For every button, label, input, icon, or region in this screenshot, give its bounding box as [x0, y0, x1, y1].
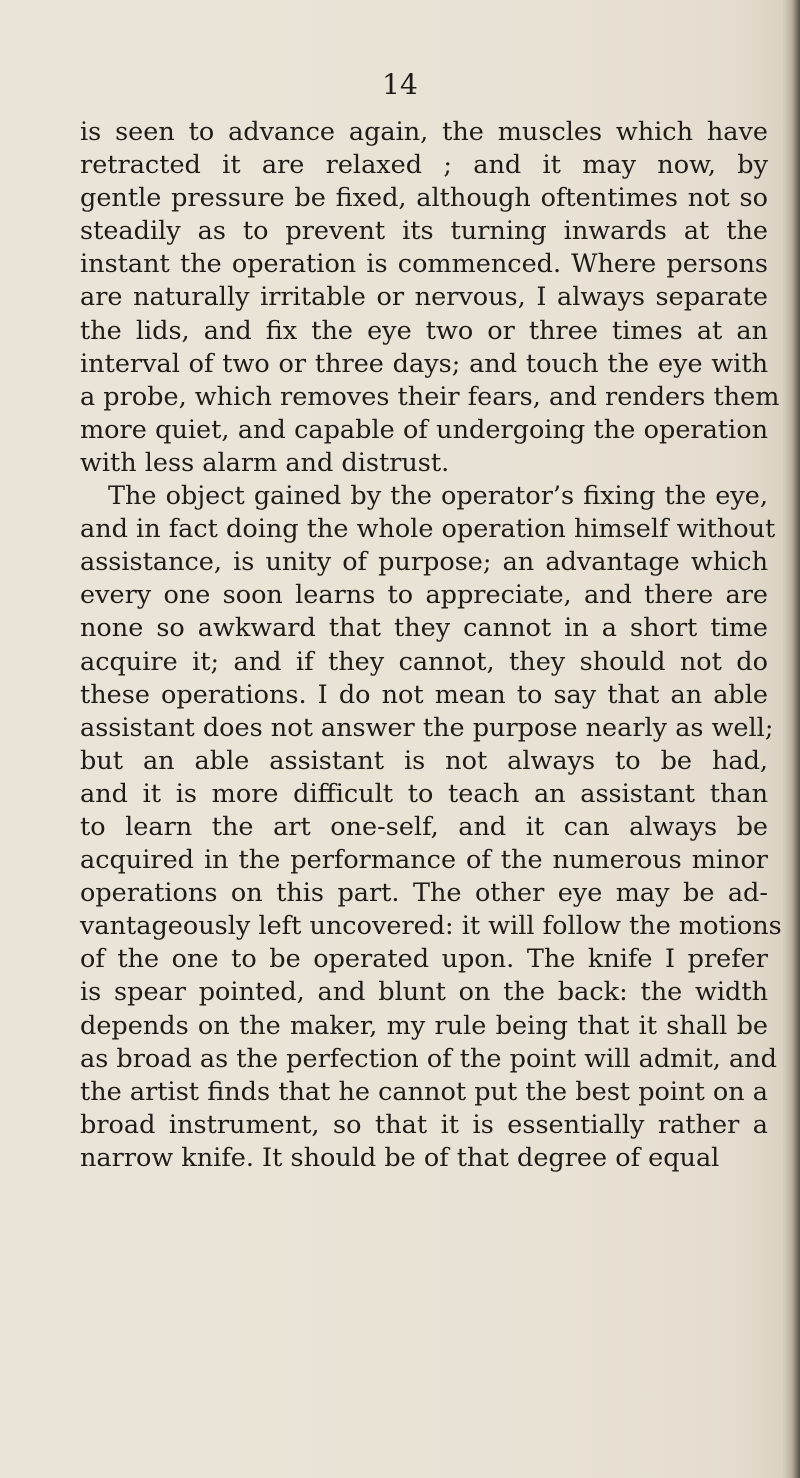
text-line: acquire it; and if they cannot, they should not do: [80, 646, 768, 677]
page-number: 14: [382, 68, 418, 101]
text-line: acquired in the performance of the numerous minor: [80, 845, 768, 876]
text-line: none so awkward that they cannot in a short time: [80, 613, 768, 644]
paragraph-start-line: The object gained by the operator’s fixing the eye,: [108, 481, 768, 512]
page-edge-shadow: [782, 0, 800, 1478]
text-line: steadily as to prevent its turning inwards at the: [80, 216, 768, 247]
text-line: to learn the art one-self, and it can always be: [80, 811, 768, 842]
text-line: these operations. I do not mean to say that an able: [80, 679, 768, 710]
text-line: with less alarm and distrust.: [80, 447, 450, 478]
text-line: assistance, is unity of purpose; an advantage which: [80, 547, 768, 578]
text-line: is seen to advance again, the muscles which have: [80, 117, 768, 147]
text-line: and it is more difficult to teach an assistant than: [80, 778, 768, 809]
text-line: is spear pointed, and blunt on the back: the width: [80, 977, 768, 1008]
text-line: gentle pressure be fixed, although oftentimes not so: [80, 183, 768, 214]
text-line: assistant does not answer the purpose nearly as well;: [80, 712, 774, 743]
text-line: a probe, which removes their fears, and renders them: [80, 381, 780, 412]
text-line: interval of two or three days; and touch the eye with: [80, 348, 768, 379]
text-line: are naturally irritable or nervous, I always separate: [80, 282, 768, 313]
text-line: broad instrument, so that it is essentially rather a: [80, 1109, 768, 1140]
text-line: but an able assistant is not always to be had,: [80, 745, 768, 776]
text-line: narrow knife. It should be of that degree of equal: [80, 1142, 720, 1173]
text-line: instant the operation is commenced. Where persons: [80, 249, 768, 280]
text-line: the lids, and fix the eye two or three times at an: [80, 315, 768, 346]
text-line: depends on the maker, my rule being that it shall be: [80, 1010, 768, 1041]
text-line: and in fact doing the whole operation himself without: [80, 514, 776, 545]
text-line: the artist finds that he cannot put the best point on a: [80, 1076, 768, 1107]
text-line: every one soon learns to appreciate, and there are: [80, 580, 768, 611]
text-line: as broad as the perfection of the point will admit, and: [80, 1043, 777, 1074]
body-text: [80, 116, 782, 1175]
text-line: vantageously left uncovered: it will follow the motions: [80, 911, 782, 942]
text-line: of the one to be operated upon. The knife I prefer: [80, 944, 768, 975]
text-line: operations on this part. The other eye may be ad-: [80, 878, 768, 909]
text-line: more quiet, and capable of undergoing the operation: [80, 414, 768, 445]
text-line: retracted it are relaxed ; and it may now, by: [80, 150, 768, 181]
